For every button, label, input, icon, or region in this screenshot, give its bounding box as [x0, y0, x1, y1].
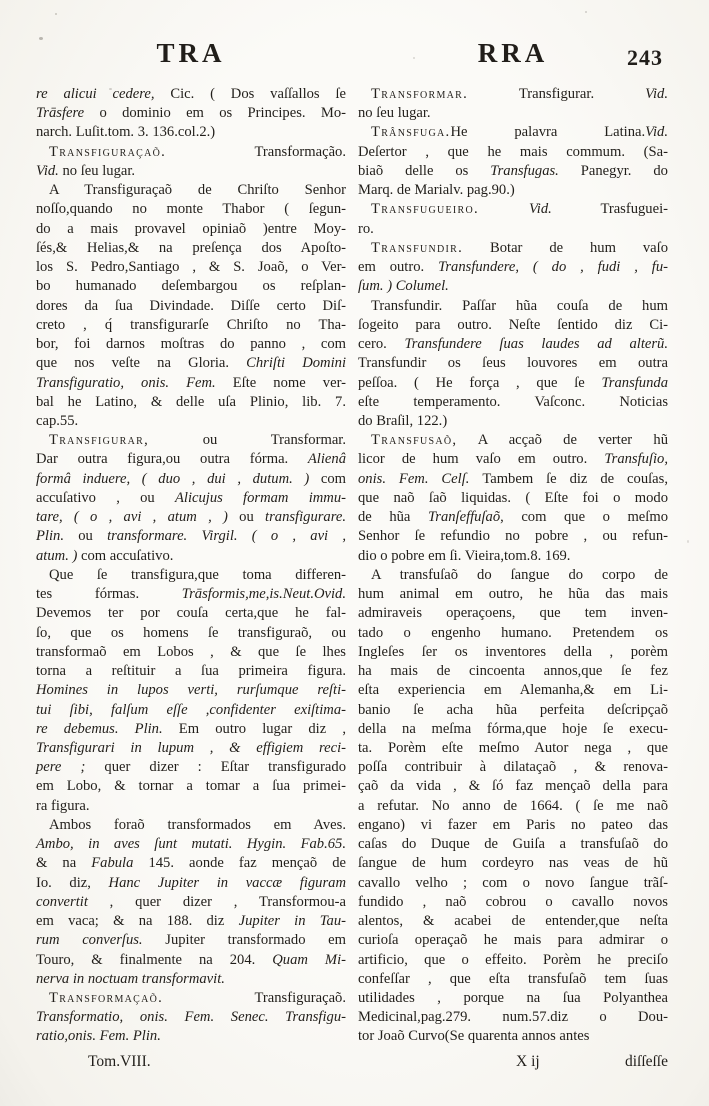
text-line [36, 508, 346, 527]
text-segment: accuſativo , ou [36, 489, 175, 506]
text-segment: Tambem ſe diz de couſas, [482, 470, 668, 487]
text-line [36, 585, 346, 604]
text-segment: do a mais provavel opiniaõ )entre Moy- [36, 220, 346, 237]
text-line [36, 85, 346, 104]
text-line [36, 931, 346, 950]
text-segment: ra figura. [36, 797, 90, 814]
text-segment: A acçaõ de verter hũ [457, 432, 668, 449]
text-segment: cero. [358, 336, 405, 353]
text-segment: que naõ ſaõ liquidas. ( Eſte foi o modo [358, 489, 668, 506]
text-segment: banio ſe acha hũa perfeita deſcripçaõ [358, 701, 668, 718]
text-segment: Devemos ter por couſa certa,que he fal- [36, 605, 346, 622]
text-segment: Deſertor , que he mais commum. (Sa- [358, 143, 668, 160]
text-line [36, 951, 346, 970]
text-segment: com accuſativo. [81, 547, 174, 564]
text-segment: peſſoa. ( He força , que ſe [358, 374, 602, 391]
text-line [36, 662, 346, 681]
text-segment: Hanc Jupiter in vaccæ figuram [108, 874, 346, 891]
text-line [36, 200, 346, 219]
text-line [358, 585, 668, 604]
text-line [358, 374, 668, 393]
text-line [358, 720, 668, 739]
paper-speck [39, 37, 43, 40]
text-segment: nerva in noctuam transformavit. [36, 970, 225, 987]
gathering-signature: X ij [516, 1052, 540, 1070]
text-line [358, 393, 668, 412]
text-segment: , quer dizer , Transformou-a [109, 893, 346, 910]
text-line [358, 912, 668, 931]
text-segment: Transfiguraçaõ. [49, 143, 167, 160]
text-segment: Transfundere ſuas laudes ad alterũ. [404, 336, 668, 353]
text-segment: ſo, que os homens ſe transfiguraõ, ou [36, 624, 346, 641]
text-segment: bal he Latino, & delle uſa Plinio, lib. 7. [36, 393, 346, 410]
text-segment: Homines in lupos verti, rurſumque reſti- [36, 682, 346, 699]
text-segment: Vid. [645, 124, 668, 141]
text-segment: com [320, 470, 346, 487]
text-segment: Jupiter in Tau- [238, 913, 347, 930]
text-line [36, 854, 346, 873]
text-line [358, 970, 668, 989]
text-line [358, 123, 668, 142]
text-segment: Transfugueiro. [371, 201, 529, 218]
text-segment: torna a reſtituir a ſua primeira figura. [36, 663, 346, 680]
text-segment: fundido , naõ cobrou o cavallo novos [358, 893, 668, 910]
text-line [358, 162, 668, 181]
text-segment: artificio, que o effeito. Porèm he preciſo [358, 951, 668, 968]
text-line [358, 854, 668, 873]
text-segment: no ſeu lugar. [358, 105, 431, 122]
catchword: diſſeſſe [624, 1052, 668, 1070]
text-segment: los S. Pedro,Santiago , & S. Joaõ, o Ver- [36, 259, 346, 276]
text-line [358, 662, 668, 681]
text-line [36, 335, 346, 354]
text-segment: Ingleſes ſer os inventores della , porèm [358, 643, 668, 660]
text-segment: Io. diz, [36, 874, 109, 891]
text-line [358, 931, 668, 950]
text-line [36, 393, 346, 412]
paper-speck [109, 88, 112, 90]
text-line [358, 258, 668, 277]
text-segment: Senhor ſe refundio no pobre , ou refun- [358, 528, 668, 545]
text-line [358, 431, 668, 450]
text-segment: de hũa [358, 509, 428, 526]
text-segment: Botar de hum vaſo [463, 239, 668, 256]
text-line [36, 604, 346, 623]
text-segment: Marq. de Marialv. pag.90.) [358, 182, 515, 199]
text-line [36, 624, 346, 643]
text-line [358, 200, 668, 219]
text-segment: Fabula [91, 855, 149, 872]
text-segment: Transfusaõ, [371, 432, 458, 449]
text-segment: quer dizer : Eſtar transfigurado [104, 759, 346, 776]
text-line [36, 104, 346, 123]
text-segment: Transfundir os ſeus louvores em outra [358, 355, 668, 372]
text-line [36, 777, 346, 796]
text-segment: Trāsfere [36, 105, 100, 122]
text-segment: utilidades , porque na ſua Polyanthea [358, 990, 668, 1007]
text-line [36, 1027, 346, 1046]
text-segment: bo humanado deſembargou os reſplan- [36, 278, 346, 295]
text-line [36, 354, 346, 373]
text-segment: hum animal em outro, he hũa das mais [358, 586, 668, 603]
text-line [358, 681, 668, 700]
paper-speck [413, 57, 415, 59]
text-segment: re debemus. Plin. [36, 720, 179, 737]
text-segment: Transfigurar, [49, 432, 150, 449]
text-segment: Transformaçaõ. [49, 990, 164, 1007]
text-line [36, 739, 346, 758]
text-segment: pere ; [36, 759, 105, 776]
text-line [358, 816, 668, 835]
text-segment: ou [239, 509, 266, 526]
text-line [36, 566, 346, 585]
text-segment: & na [36, 855, 92, 872]
text-segment: ſangue de hum cordeyro nas veas de hũ [358, 855, 668, 872]
text-segment: do Braſil, 122.) [358, 412, 448, 429]
text-segment: atum. ) [36, 547, 81, 564]
text-segment: Medicinal,pag.279. num.57.diz o Dou- [358, 1009, 668, 1026]
text-line [358, 701, 668, 720]
text-line [36, 316, 346, 335]
text-segment: Vid. [528, 201, 601, 218]
text-line [36, 489, 346, 508]
text-line [358, 143, 668, 162]
text-line [358, 450, 668, 469]
text-segment: dores da ſua Divindade. Diſſe certo Diſ- [36, 297, 346, 314]
text-line [358, 335, 668, 354]
text-line [358, 470, 668, 489]
text-segment: Transfigurar. [468, 86, 646, 102]
text-line [358, 508, 668, 527]
running-head [0, 38, 709, 78]
text-line [36, 162, 346, 181]
text-line [36, 720, 346, 739]
text-line [36, 277, 346, 296]
text-segment: ta. Porèm eſte meſmo Autor nega , que [358, 739, 668, 756]
text-segment: bor, foi darnos moſtras do panno , com [36, 336, 346, 353]
text-segment: ha mais de cincoenta annos,que ſe fez [358, 663, 668, 680]
text-segment: Vid. [645, 86, 668, 102]
text-line [36, 143, 346, 162]
text-line [358, 181, 668, 200]
text-line [358, 220, 668, 239]
text-column-right [358, 85, 668, 1071]
text-segment: Trânsfuga. [371, 124, 451, 141]
text-segment: ratio,onis. Fem. Plin. [36, 1028, 161, 1045]
text-line [358, 85, 668, 104]
text-line [36, 123, 346, 142]
text-segment: tare, ( o , avi , atum , ) [36, 509, 240, 526]
text-segment: tado o engenho humano. Pretendem os [358, 624, 668, 641]
text-segment: noſſo,quando no monte Thabor ( ſegun- [36, 201, 346, 218]
text-segment: biaõ delle os [358, 162, 491, 179]
text-segment: ſés,& Helias,& na preſença dos Apoſto- [36, 239, 346, 256]
text-line [358, 277, 668, 296]
text-line [36, 893, 346, 912]
text-segment: ſogeito para outro. Neſte ſentido diz Ci- [358, 316, 668, 333]
text-line [358, 1008, 668, 1027]
text-line [36, 374, 346, 393]
text-segment: que nos veſte na Gloria. [36, 355, 247, 372]
text-segment: licor de hum vaſo em outro. [358, 451, 605, 468]
text-segment: ſum. ) Columel. [358, 278, 449, 295]
text-segment: Ambo, in aves ſunt mutati. Hygin. Fab.65. [36, 836, 346, 853]
text-segment: em outro. [358, 259, 439, 276]
text-segment: Transfundir. Paſſar hũa couſa de hum [371, 297, 668, 314]
text-line [358, 412, 668, 431]
text-segment: admiraveis operaçoens, que tem inven- [358, 605, 668, 622]
text-segment: Tranſeffuſaõ [427, 509, 501, 526]
text-segment: Cic. ( Dos vaſſallos ſe [170, 86, 346, 102]
volume-signature: Tom.VIII. [88, 1052, 151, 1070]
text-line [36, 1008, 346, 1027]
text-segment: Trasfuguei- [600, 201, 668, 218]
text-segment: Panegyr. do [580, 162, 668, 179]
text-segment: Transformar. [371, 86, 469, 102]
text-line [36, 989, 346, 1008]
text-segment: ou Transformar. [149, 432, 346, 449]
text-segment: Alicujus formam immu- [174, 489, 346, 506]
text-line [36, 450, 346, 469]
text-line [36, 181, 346, 200]
text-segment: Trāsformis,me,is.Neut.Ovid. [181, 586, 346, 603]
text-line [36, 643, 346, 662]
text-segment: ou [78, 528, 108, 545]
text-line [36, 816, 346, 835]
text-line [358, 874, 668, 893]
text-segment: Jupiter transformado em [165, 932, 347, 949]
text-line [358, 777, 668, 796]
text-segment: transformare. Virgil. ( o , avi , [107, 528, 347, 545]
text-segment: Eſte nome ver- [232, 374, 346, 391]
text-line [36, 258, 346, 277]
text-line [36, 239, 346, 258]
running-title-left: TRA [156, 38, 226, 68]
text-segment: transformaõ em Lobos , & que ſe lhes [36, 643, 346, 660]
text-segment: Transfundir. [371, 239, 464, 256]
text-segment: Alienâ [307, 451, 346, 468]
text-line [36, 701, 346, 720]
text-line [358, 893, 668, 912]
running-title-right: RRA [477, 38, 549, 68]
text-segment: tor Joaõ Curvo(Se quarenta annos antes [358, 1028, 590, 1045]
text-line [36, 758, 346, 777]
text-line [36, 912, 346, 931]
text-line [36, 797, 346, 816]
text-segment: tes fórmas. [36, 586, 182, 603]
text-line [358, 239, 668, 258]
column-left-lines [36, 85, 346, 1047]
text-line [358, 354, 668, 373]
text-line [36, 297, 346, 316]
text-segment: Transfiguraçaõ. [163, 990, 346, 1007]
text-segment: engano) vi fazer em Paris no pateo das [358, 816, 668, 833]
text-segment: narch. Luſit.tom. 3. 136.col.2.) [36, 124, 216, 141]
text-segment: rum converſus. [36, 932, 166, 949]
text-line [358, 951, 668, 970]
text-segment: curioſa operaçaõ he mais para admirar o [358, 932, 668, 949]
text-segment: onis. Fem. Celſ. [358, 470, 483, 487]
text-line [36, 412, 346, 431]
text-segment: Transfundere, ( do , fudi , fu- [438, 259, 668, 276]
text-segment: He palavra Latina. [450, 124, 646, 141]
text-line [36, 220, 346, 239]
text-body [36, 85, 668, 1071]
text-segment: Transfuſio, [604, 451, 668, 468]
text-segment: Transformação. [166, 143, 346, 160]
text-segment: poſſa contribuir à dilataçaõ , & renova- [358, 759, 668, 776]
text-segment: eſte temperamento. Vaſconc. Noticias [358, 393, 668, 410]
text-segment: alentos, & acabei de entender,que neſta [358, 913, 668, 930]
text-line [36, 835, 346, 854]
paper-speck [55, 13, 57, 15]
text-line [358, 316, 668, 335]
text-segment: cap.55. [36, 412, 79, 429]
text-segment: a refutar. No anno de 1664. ( ſe me naõ [358, 797, 668, 814]
text-segment: convertit [36, 893, 110, 910]
paper-speck [585, 11, 587, 13]
text-line [36, 527, 346, 546]
page-number: 243 [627, 45, 663, 70]
paper-speck [687, 540, 689, 543]
text-segment: Touro, & finalmente na 204. [36, 951, 273, 968]
text-segment: çaõ da vida , & ſó faz mençaõ della para [358, 778, 668, 795]
text-segment: em Lobo, & tornar a tomar a ſua primei- [36, 778, 346, 795]
text-segment: Ambos foraõ transformados em Aves. [49, 816, 346, 833]
text-line [358, 547, 668, 566]
text-segment: A transfuſaõ do ſangue do corpo de [371, 566, 668, 583]
text-segment: confeſſar , que eſta transfuſaõ tem ſuas [358, 970, 668, 987]
text-segment: eſta experiencia em Alemanha,& em Li- [358, 682, 668, 699]
text-segment: Plin. [36, 528, 79, 545]
text-line [36, 470, 346, 489]
text-line [36, 681, 346, 700]
text-segment: transfigurare. [265, 509, 346, 526]
text-line [358, 624, 668, 643]
text-segment: , com que o meſmo [500, 509, 668, 526]
text-line [36, 874, 346, 893]
text-segment: Transfiguratio, onis. Fem. [36, 374, 233, 391]
text-segment: Dar outra figura,ou outra fórma. [36, 451, 308, 468]
text-segment: Chriſti Domini [246, 355, 346, 372]
text-line [36, 431, 346, 450]
text-segment: Transfunda [601, 374, 668, 391]
signature-row [358, 1053, 668, 1071]
text-segment: em vaca; & na 188. diz [36, 913, 239, 930]
text-segment: 145. aonde faz mençaõ de [148, 855, 346, 872]
text-line [358, 604, 668, 623]
text-line [358, 297, 668, 316]
text-line [36, 547, 346, 566]
text-line [358, 835, 668, 854]
text-segment: della na meſma fórma,que hoje ſe execu- [358, 720, 668, 737]
text-line [358, 1027, 668, 1046]
text-line [358, 527, 668, 546]
text-segment: Vid. [36, 162, 59, 179]
text-segment: caſas do Duque de Guiſa a transfuſaõ do [358, 836, 668, 853]
text-segment: dio o pobre em ſi. Vieira,tom.8. 169. [358, 547, 571, 564]
text-line [358, 739, 668, 758]
text-line [358, 758, 668, 777]
text-line [358, 566, 668, 585]
text-segment: o dominio em os Principes. Mo- [99, 105, 346, 122]
text-segment: Transformatio, onis. Fem. Senec. Transfigu- [36, 1009, 346, 1026]
text-segment: formâ induere, ( duo , dui , dutum. ) [36, 470, 321, 487]
text-column-left [36, 85, 346, 1071]
text-segment: no ſeu lugar. [58, 162, 136, 179]
text-segment: creto , q́ transfigurarſe Chriſto no Tha- [36, 316, 346, 333]
text-segment: Em outro lugar diz , [178, 720, 346, 737]
text-line [36, 970, 346, 989]
text-segment: ro. [358, 220, 374, 237]
text-line [358, 104, 668, 123]
text-segment: Transfugas. [490, 162, 581, 179]
text-segment: cavallo velho ; com o novo ſangue trãſ- [358, 874, 668, 891]
text-segment: Transfigurari in lupum , & effigiem reci- [36, 739, 346, 756]
column-right-lines [358, 85, 668, 1047]
text-segment: re alicui cedere, [36, 86, 171, 102]
text-line [358, 489, 668, 508]
text-segment: A Transfiguraçaõ de Chriſto Senhor [49, 182, 346, 199]
text-segment: Quam Mi- [272, 951, 346, 968]
text-line [358, 989, 668, 1008]
text-line [358, 643, 668, 662]
text-segment: Que ſe transfigura,que toma differen- [49, 566, 346, 583]
text-segment: tui ſibi, falſum eſſe ,confidenter exiſtima- [36, 701, 346, 718]
text-line [358, 797, 668, 816]
